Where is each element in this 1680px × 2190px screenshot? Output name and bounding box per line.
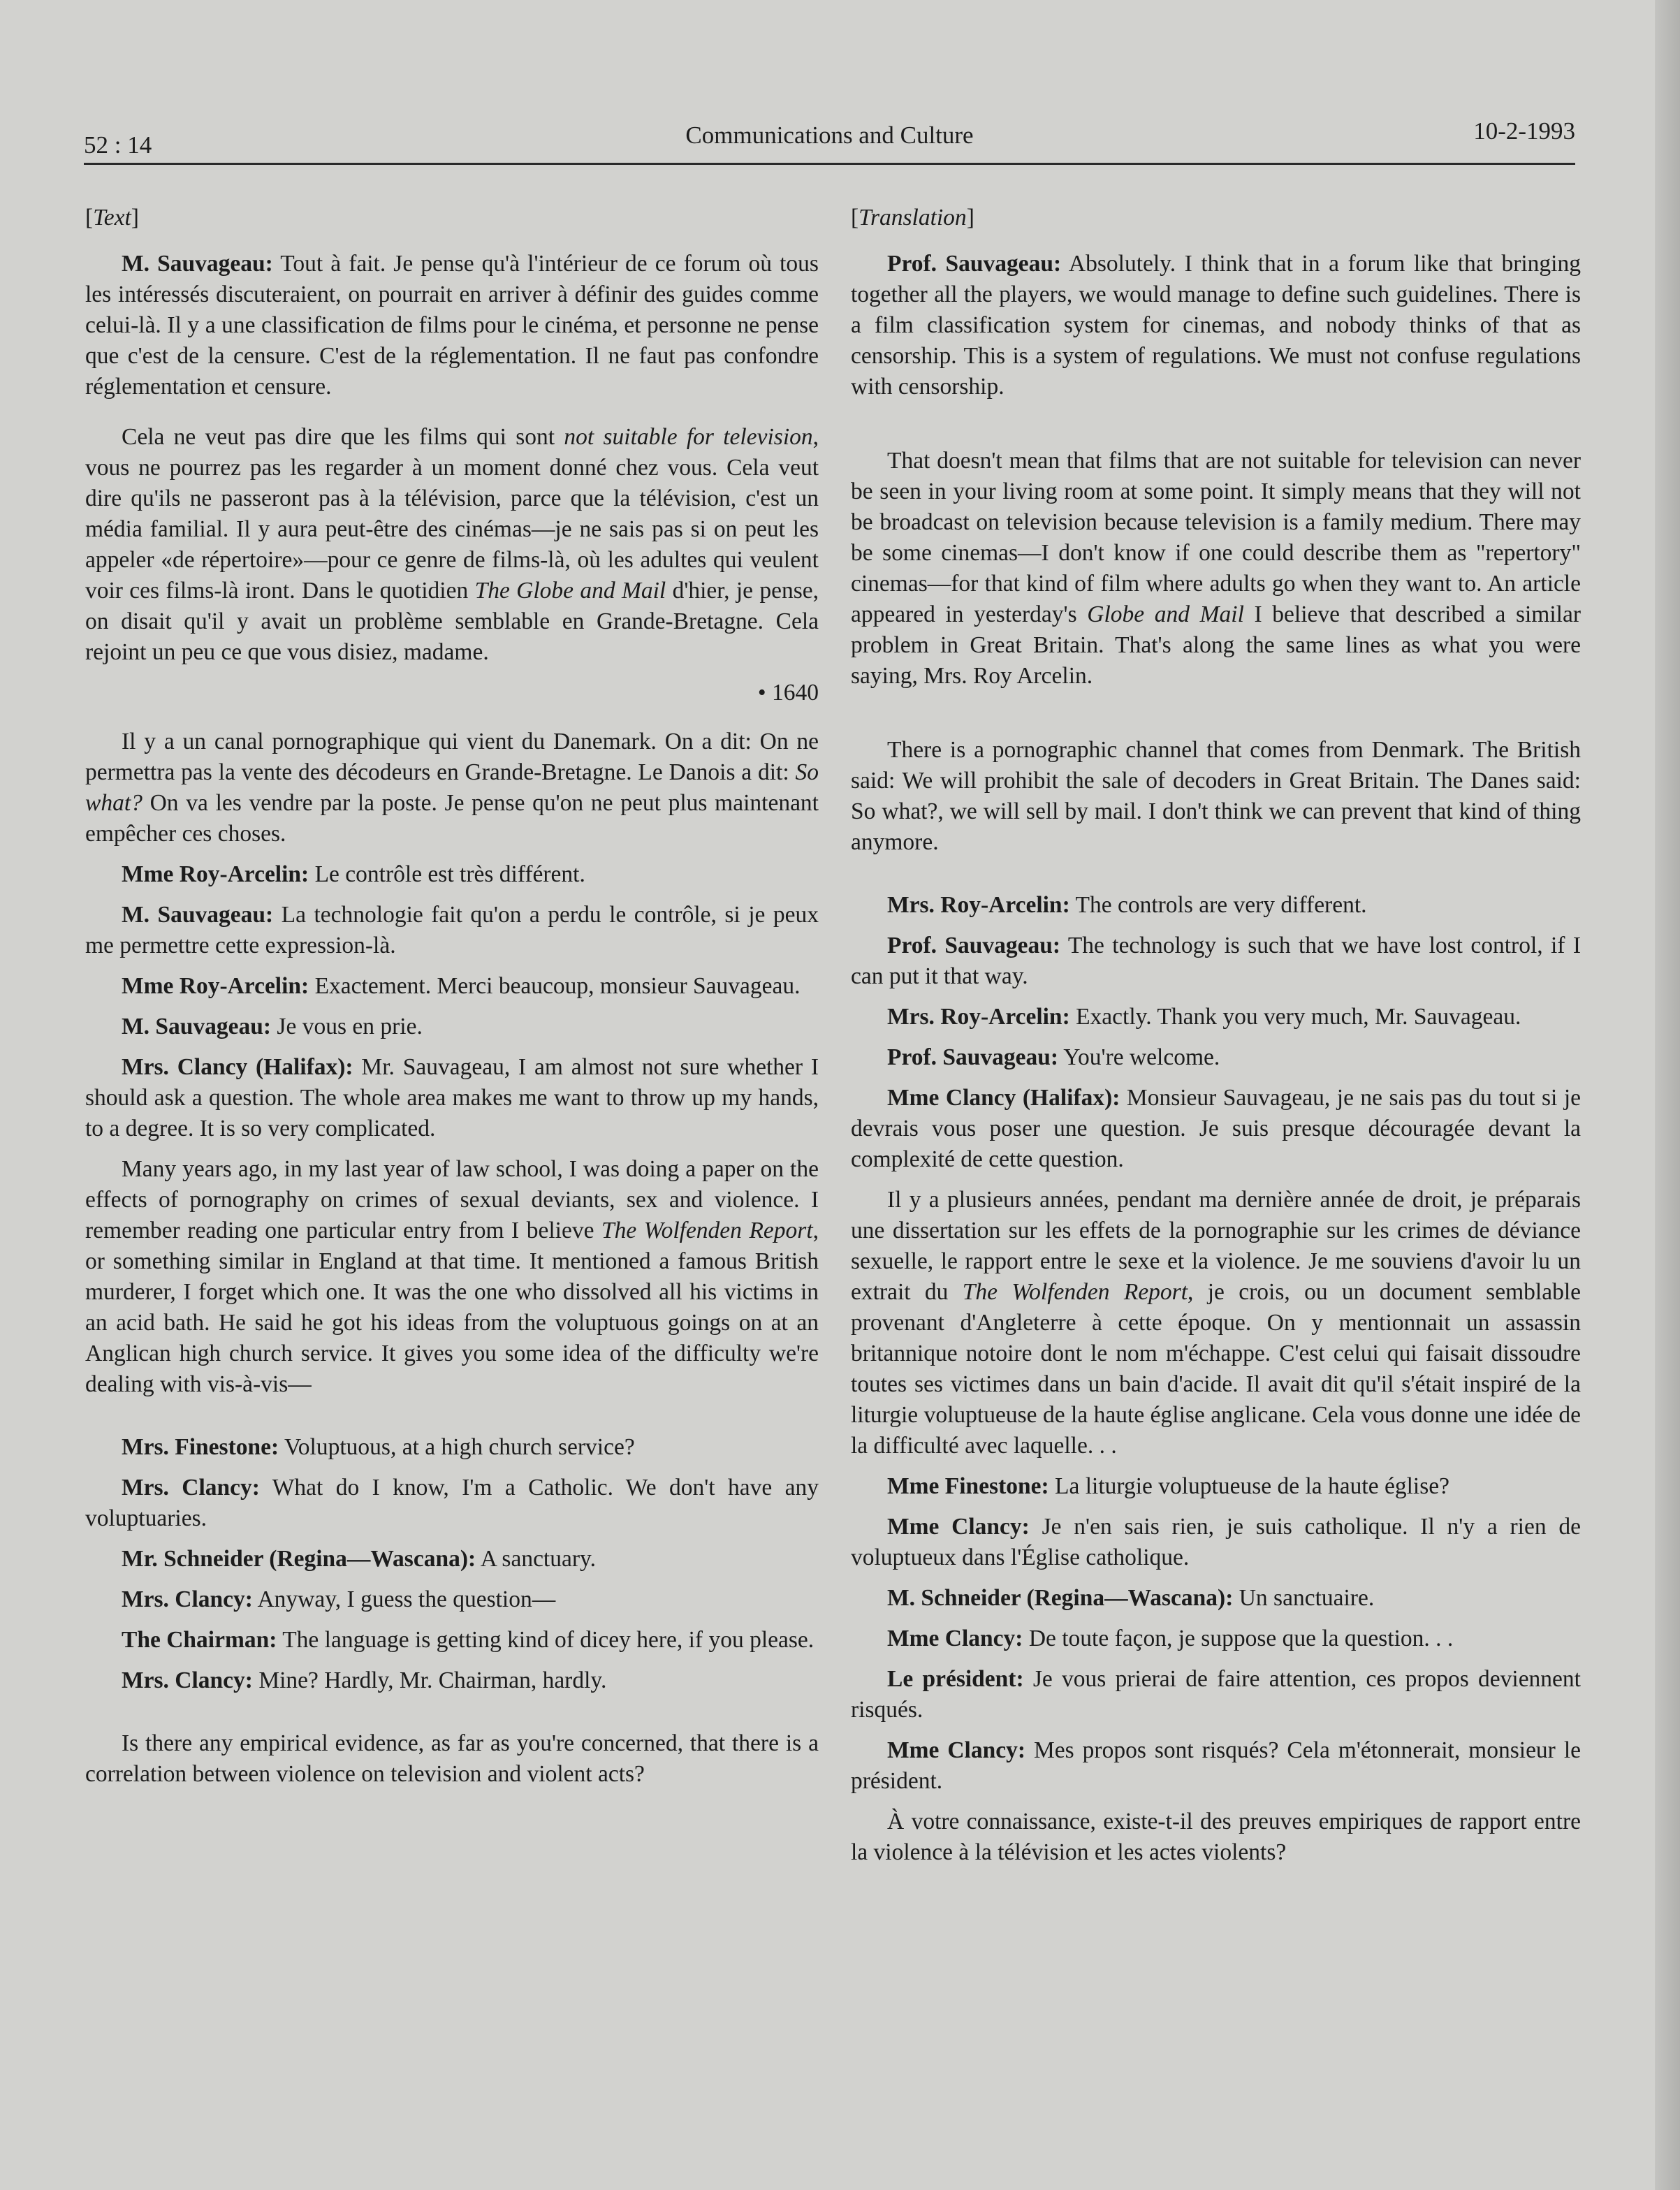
- speaker: Mrs. Clancy (Halifax):: [122, 1054, 353, 1080]
- speaker: Mrs. Roy-Arcelin:: [887, 892, 1070, 918]
- paragraph: Il y a plusieurs années, pendant ma dernière année de droit, je préparais une dissertation sur les effets de la pornographie sur les crimes de déviance sexuelle, le rapport entre le sexe et la violence. Je me souviens d'avoir lu un extrait du The Wolfenden Report, je crois, ou un document semblable provenant d'Angleterre à cette époque. On y mentionnait un assassin britannique notoire dont le nom m'échappe. C'est celui qui faisait dissoudre toutes ses victimes dans un bain d'acide. Il avait dit qu'il s'était inspiré de la liturgie voluptueuse de la haute église anglicane. Cela vous donne une idée de la difficulté avec laquelle. . .: [851, 1187, 1582, 1459]
- speaker: Prof. Sauvageau:: [887, 1044, 1059, 1070]
- speaker: Mme Roy-Arcelin:: [122, 973, 309, 999]
- speaker: Mme Roy-Arcelin:: [122, 861, 309, 887]
- paragraph: Mme Roy-Arcelin: Exactement. Merci beaucoup, monsieur Sauvageau.: [122, 973, 801, 999]
- paragraph: M. Schneider (Regina—Wascana): Un sanctuaire.: [887, 1585, 1375, 1611]
- speaker: Mrs. Clancy:: [122, 1667, 253, 1693]
- paragraph: Cela ne veut pas dire que les films qui sont not suitable for television, vous ne pourrez pas les regarder à un moment donné chez vous. Cela veut dire qu'ils ne passeront pas à la télévision, parce que la télévision, c'est un média familial. Il y aura peut-être des cinémas—je ne sais pas si on peut les appeler «de répertoire»—pour ce genre de films-là, où les adultes qui veulent voir ces films-là iront. Dans le quotidien The Globe and Mail d'hier, je pense, on disait qu'il y avait un problème semblable en Grande-Bretagne. Cela rejoint un peu ce que vous disiez, madame.: [85, 424, 819, 665]
- speaker: M. Sauvageau:: [122, 902, 274, 928]
- speaker: Mrs. Clancy:: [122, 1475, 260, 1501]
- left-column: [85, 203, 819, 1790]
- paragraph: Is there any empirical evidence, as far as you're concerned, that there is a correlation between violence on television and violent acts?: [85, 1730, 819, 1787]
- running-title: Communications and Culture: [685, 122, 974, 149]
- paragraph: Mme Finestone: La liturgie voluptueuse de la haute église?: [887, 1473, 1449, 1499]
- speaker: M. Schneider (Regina—Wascana):: [887, 1585, 1234, 1611]
- paragraph: Mrs. Finestone: Voluptuous, at a high church service?: [122, 1434, 635, 1460]
- paragraph: Mme Clancy: De toute façon, je suppose que la question. . .: [887, 1626, 1454, 1651]
- column-label: [Text]: [85, 205, 139, 231]
- speaker: M. Sauvageau:: [122, 1014, 272, 1039]
- paragraph: Many years ago, in my last year of law school, I was doing a paper on the effects of pornography on crimes of sexual deviants, sex and violence. I remember reading one particular entry from I believe The Wolfenden Report, or something similar in England at that time. It mentioned a famous British murderer, I forget which one. It was the one who dissolved all his victims in an acid bath. He said he got his ideas from the voluptuous goings on at an Anglican high church service. It gives you some idea of the difficulty we're dealing with vis-à-vis—: [85, 1156, 819, 1397]
- paragraph: Mme Roy-Arcelin: Le contrôle est très différent.: [122, 861, 585, 887]
- paragraph: Mrs. Clancy: Anyway, I guess the question—: [122, 1586, 556, 1612]
- paragraph: M. Sauvageau: Tout à fait. Je pense qu'à l'intérieur de ce forum où tous les intéressés discuteraient, on pourrait en arriver à définir des guides comme celui-là. Il y a une classification de films pour le cinéma, et personne ne pense que c'est de la censure. C'est de la réglementation. Il ne faut pas confondre réglementation et censure.: [85, 251, 819, 400]
- speaker: Mme Clancy (Halifax):: [887, 1085, 1120, 1111]
- speaker: Mrs. Finestone:: [122, 1434, 279, 1460]
- paragraph: Il y a un canal pornographique qui vient du Danemark. On a dit: On ne permettra pas la vente des décodeurs en Grande-Bretagne. Le Danois a dit: So what? On va les vendre par la poste. Je pense qu'on ne peut plus maintenant empêcher ces choses.: [85, 729, 819, 847]
- speaker: Mr. Schneider (Regina—Wascana):: [122, 1546, 476, 1572]
- page-edge: [1655, 0, 1680, 2190]
- right-column: [851, 203, 1581, 1868]
- paragraph: Mme Clancy: Je n'en sais rien, je suis catholique. Il n'y a rien de voluptueux dans l'Église catholique.: [851, 1514, 1581, 1570]
- paragraph: Mrs. Clancy (Halifax): Mr. Sauvageau, I am almost not sure whether I should ask a question. The whole area makes me want to throw up my hands, to a degree. It is so very complicated.: [85, 1054, 819, 1141]
- speaker: Mrs. Roy-Arcelin:: [887, 1004, 1070, 1030]
- speaker: Le président:: [887, 1666, 1024, 1692]
- paragraph: Prof. Sauvageau: You're welcome.: [887, 1044, 1220, 1070]
- page-header: [84, 117, 1575, 159]
- paragraph: The Chairman: The language is getting kind of dicey here, if you please.: [122, 1627, 815, 1653]
- paragraph: M. Sauvageau: Je vous en prie.: [122, 1014, 423, 1039]
- speaker: The Chairman:: [122, 1627, 277, 1653]
- paragraph: Le président: Je vous prierai de faire attention, ces propos deviennent risqués.: [851, 1666, 1581, 1723]
- paragraph: Mrs. Roy-Arcelin: The controls are very different.: [887, 892, 1367, 918]
- column-label: [Translation]: [851, 205, 974, 231]
- paragraph: Prof. Sauvageau: The technology is such that we have lost control, if I can put it that way.: [851, 933, 1581, 989]
- speaker: Mme Finestone:: [887, 1473, 1049, 1499]
- speaker: M. Sauvageau:: [122, 251, 273, 277]
- speaker: Mme Clancy:: [887, 1737, 1026, 1763]
- speaker: Prof. Sauvageau:: [887, 933, 1061, 958]
- paragraph: Prof. Sauvageau: Absolutely. I think that in a forum like that bringing together all the players, we would manage to define such guidelines. There is a film classification system for cinemas, and nobody thinks of that as censorship. This is a system of regulations. We must not confuse regulations with censorship.: [851, 251, 1581, 400]
- speaker: Prof. Sauvageau:: [887, 251, 1062, 277]
- speaker: Mme Clancy:: [887, 1514, 1030, 1540]
- paragraph: À votre connaissance, existe-t-il des preuves empiriques de rapport entre la violence à la télévision et les actes violents?: [851, 1809, 1581, 1865]
- header-rule: [84, 163, 1575, 165]
- paragraph: Mrs. Roy-Arcelin: Exactly. Thank you very much, Mr. Sauvageau.: [887, 1004, 1521, 1030]
- paragraph: Mrs. Clancy: Mine? Hardly, Mr. Chairman, hardly.: [122, 1667, 607, 1693]
- paragraph: That doesn't mean that films that are not suitable for television can never be seen in your living room at some point. It simply means that they will not be broadcast on television because television is a family medium. There may be some cinemas—I don't know if one could describe them as "repertory" cinemas—for that kind of film where adults go when they want to. An article appeared in yesterday's Globe and Mail I believe that described a similar problem in Great Britain. That's along the same lines as what you were saying, Mrs. Roy Arcelin.: [851, 448, 1582, 689]
- time-marker: • 1640: [757, 680, 819, 706]
- paragraph: M. Sauvageau: La technologie fait qu'on a perdu le contrôle, si je peux me permettre cette expression-là.: [85, 902, 819, 958]
- paragraph: There is a pornographic channel that comes from Denmark. The British said: We will prohibit the sale of decoders in Great Britain. The Danes said: So what?, we will sell by mail. I don't think we can prevent that kind of thing anymore.: [851, 737, 1581, 855]
- paragraph: Mrs. Clancy: What do I know, I'm a Catholic. We don't have any voluptuaries.: [85, 1475, 819, 1531]
- paragraph: Mr. Schneider (Regina—Wascana): A sanctuary.: [122, 1546, 596, 1572]
- speaker: Mme Clancy:: [887, 1626, 1023, 1651]
- paragraph: Mme Clancy (Halifax): Monsieur Sauvageau, je ne sais pas du tout si je devrais vous poser une question. Je suis presque découragée devant la complexité de cette question.: [851, 1085, 1581, 1172]
- page-date: 10-2-1993: [1473, 117, 1575, 145]
- speaker: Mrs. Clancy:: [122, 1586, 253, 1612]
- paragraph: Mme Clancy: Mes propos sont risqués? Cela m'étonnerait, monsieur le président.: [851, 1737, 1581, 1794]
- page-number: 52 : 14: [84, 131, 152, 159]
